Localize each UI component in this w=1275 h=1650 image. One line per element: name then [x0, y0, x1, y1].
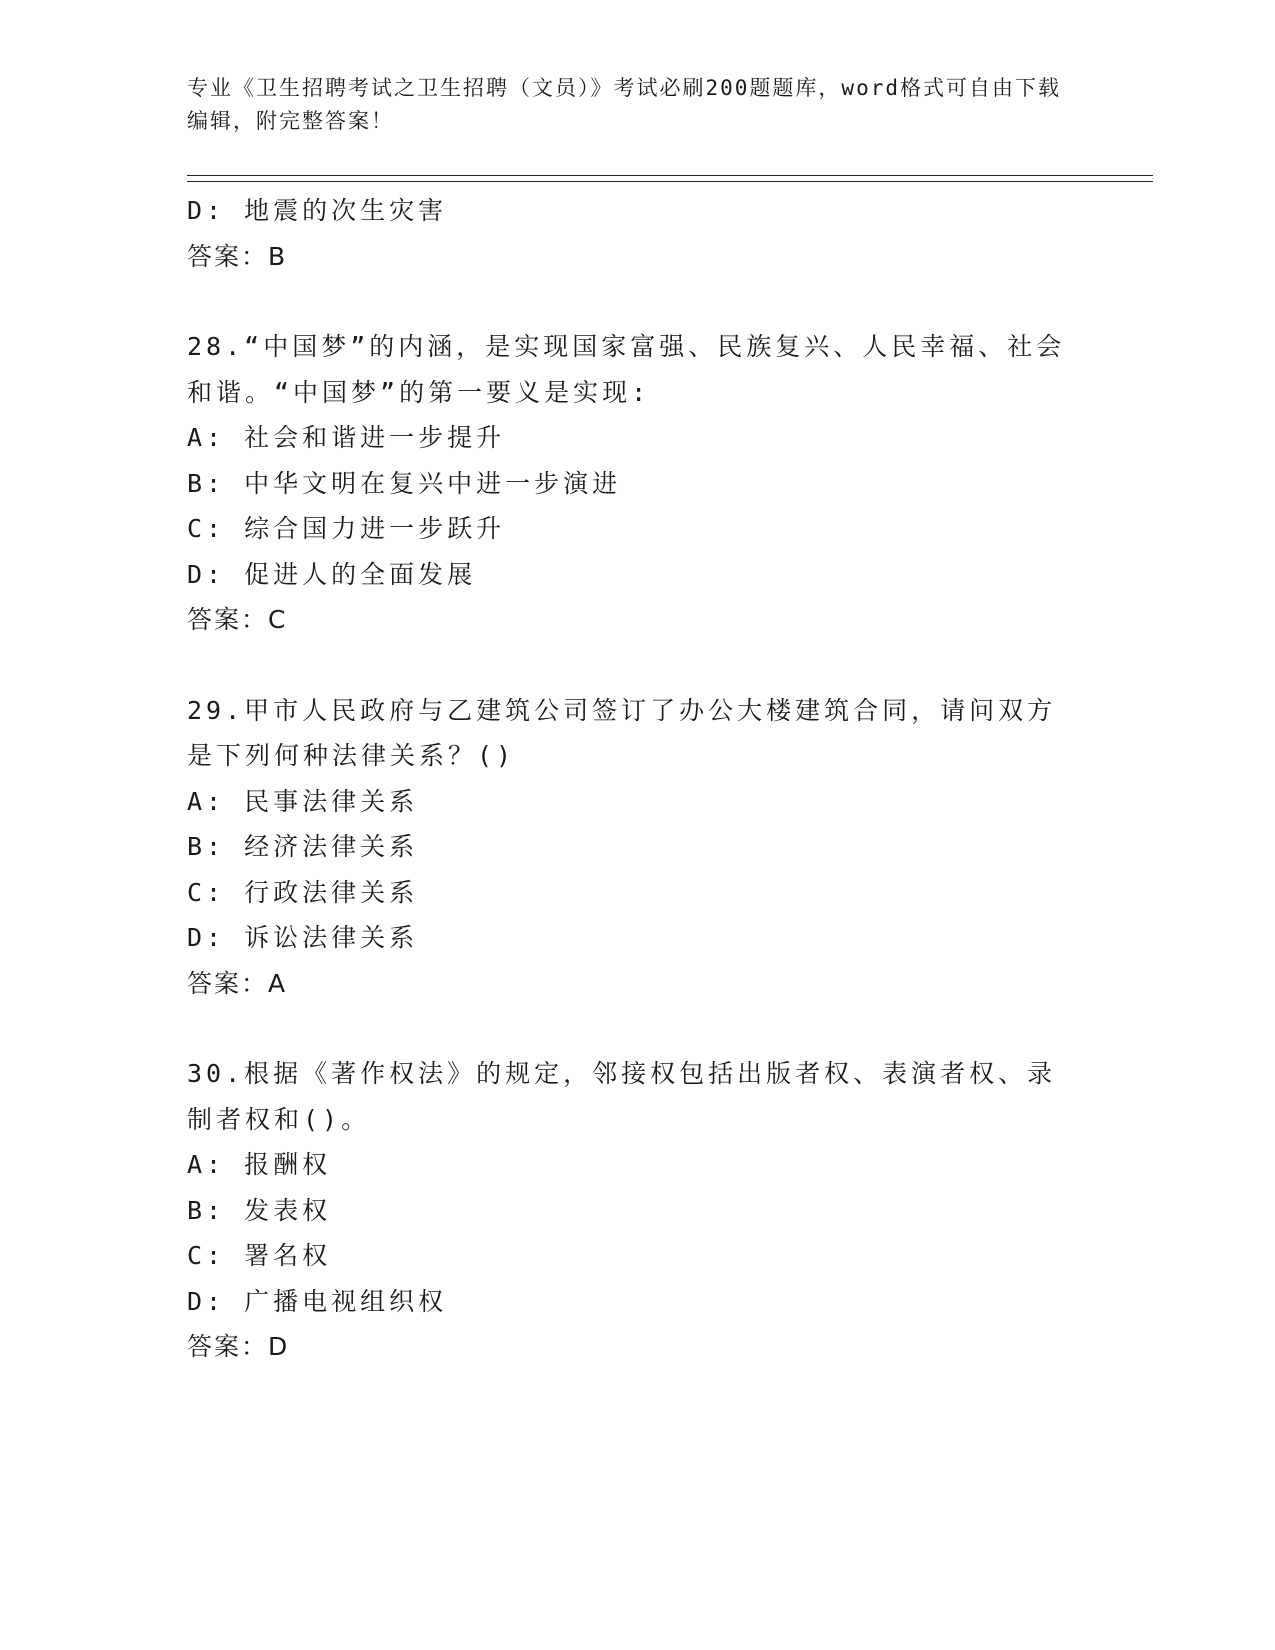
- document-header: 专业《卫生招聘考试之卫生招聘（文员）》考试必刷200题题库，word格式可自由下载编辑，附完整答案！: [187, 76, 1061, 133]
- question-stem: 29.甲市人民政府与乙建筑公司签订了办公大楼建筑合同，请问双方是下列何种法律关系？(): [187, 695, 1057, 770]
- option-d: D: 广播电视组织权: [187, 1286, 448, 1316]
- option-b: B: 发表权: [187, 1195, 332, 1225]
- question-stem: 30.根据《著作权法》的规定，邻接权包括出版者权、表演者权、录制者权和()。: [187, 1059, 1057, 1134]
- answer-line: 答案：C: [187, 605, 288, 634]
- question-content: [187, 188, 1067, 1415]
- header-rule-bottom: [187, 181, 1153, 182]
- option-c: C: 行政法律关系: [187, 877, 419, 907]
- option-a: A: 社会和谐进一步提升: [187, 423, 506, 452]
- option-a: A: 报酬权: [187, 1150, 332, 1179]
- answer-line: 答案：A: [187, 968, 288, 998]
- question-28: [187, 324, 1067, 643]
- question-30: [187, 1051, 1067, 1370]
- option-c: C: 署名权: [187, 1241, 332, 1270]
- answer-line: 答案：D: [187, 1332, 290, 1361]
- option-c: C: 综合国力进一步跃升: [187, 514, 506, 543]
- question-29: [187, 688, 1067, 1007]
- option-a: A: 民事法律关系: [187, 786, 419, 816]
- header-rule-top: [187, 175, 1153, 176]
- option-d: D: 诉讼法律关系: [187, 923, 419, 952]
- question-stem: 28.“中国梦”的内涵，是实现国家富强、民族复兴、人民幸福、社会和谐。“中国梦”的第一要义是实现:: [187, 332, 1066, 407]
- option-d: D: 促进人的全面发展: [187, 559, 477, 589]
- option-b: B: 经济法律关系: [187, 832, 419, 861]
- prev-option-d: D: 地震的次生灾害: [187, 196, 448, 225]
- prev-answer: 答案：B: [187, 241, 288, 271]
- option-b: B: 中华文明在复兴中进一步演进: [187, 468, 622, 498]
